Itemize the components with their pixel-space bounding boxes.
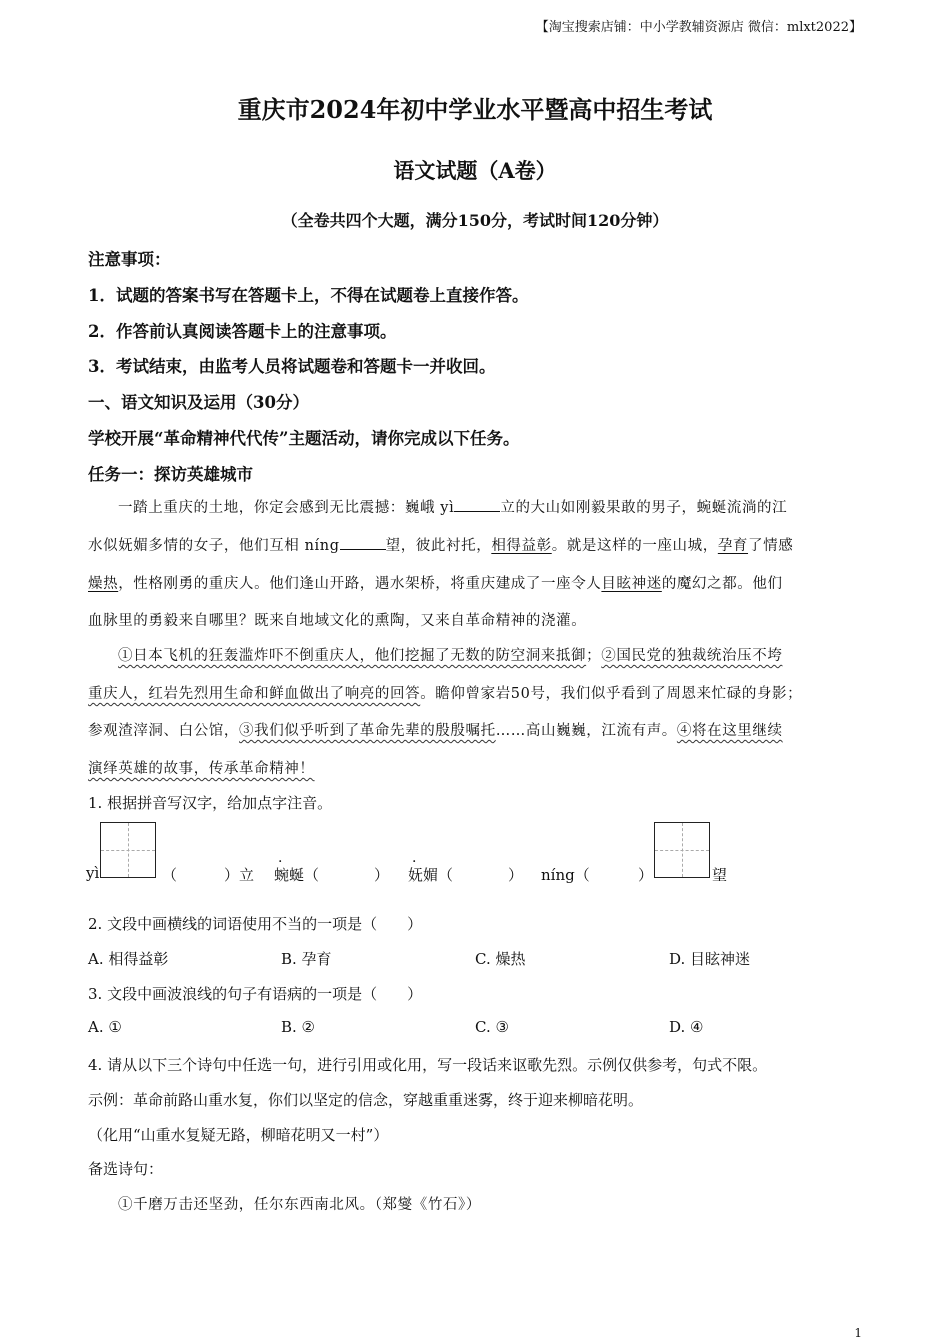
question-3: 3. 文段中画波浪线的句子有语病的一项是（ ） [88,985,423,1003]
q1-ning: níng（ [541,866,590,884]
wavy-sentence: ②国民党的独裁统治压不垮 [601,648,783,664]
wavy-sentence: 演绎英雄的故事，传承革命精神！ [88,761,315,777]
candidate-poem-1: ①千磨万击还坚劲，任尔东西南北风。（郑燮《竹石》） [118,1197,481,1213]
passage-line-8 [88,757,868,778]
emphasis-dot-char: · 妩媚（ [408,866,453,884]
wavy-sentence: ①日本飞机的狂轰滥炸吓不倒重庆人，他们挖掘了无数的防空洞来抵御 [118,648,587,664]
underlined-word: 目眩神迷 [601,576,662,592]
example-text: 示例：革命前路山重水复，你们以坚定的信念，穿越重重迷雾，终于迎来柳暗花明。 [88,1091,644,1109]
notice-item-3: 3．考试结束，由监考人员将试题卷和答题卡一并收回。 [88,357,496,376]
passage-line-2: 水似妩媚多情的女子，他们互相 níng 望，彼此衬托，相得益彰。就是这样的一座山城，孕育了情感 [88,534,868,555]
q3-option-d[interactable]: D. ④ [669,1018,704,1036]
notice-heading: 注意事项： [88,250,171,269]
exam-subtitle: 语文试题（A卷） [393,158,557,183]
passage-line-6: 重庆人，红岩先烈用生命和鲜血做出了响亮的回答。瞻仰曾家岩50号，我们似乎看到了周恩来忙碌的身影； [88,686,803,702]
blank-line [454,497,500,512]
blank-line [340,535,386,550]
section-intro: 学校开展“革命精神代代传”主题活动，请你完成以下任务。 [88,429,520,448]
question-4: 4. 请从以下三个诗句中任选一句，进行引用或化用，写一段话来讴歌先烈。示例仅供参考，句式不限。 [88,1056,768,1074]
writing-grid-box[interactable] [100,822,156,878]
notice-item-2: 2．作答前认真阅读答题卡上的注意事项。 [88,322,397,341]
shop-header: 【淘宝搜索店铺：中小学教辅资源店 微信：mlxt2022】 [535,20,862,35]
wavy-sentence: 重庆人，红岩先烈用生命和鲜血做出了响亮的回答 [88,686,421,702]
question-1: 1. 根据拼音写汉字，给加点字注音。 [88,794,333,812]
passage-line-1: 一踏上重庆的土地，你定会感到无比震撼：巍峨 yì 立的大山如刚毅果敢的男子，蜿蜒流淌的江 [88,496,898,517]
q1-paren-open: （ [162,866,178,884]
underlined-word: 燥热 [88,576,119,592]
example-note: （化用“山重水复疑无路，柳暗花明又一村”） [88,1126,389,1144]
passage-line-3: 燥热，性格刚勇的重庆人。他们逢山开路，遇水架桥，将重庆建成了一座令人目眩神迷的魔幻之都。他们 [88,576,783,592]
q2-option-d[interactable]: D. 目眩神迷 [669,950,751,968]
wavy-sentence: ③我们似乎听到了革命先辈的殷殷嘱托 [239,723,496,739]
page-number: 1 [854,1326,862,1340]
candidates-label: 备选诗句： [88,1160,164,1178]
q1-ning-close: ） [638,866,654,884]
q3-option-c[interactable]: C. ③ [475,1018,509,1036]
q1-wumei-close: ） [508,866,524,884]
task-heading: 任务一：探访英雄城市 [88,465,253,484]
passage-line-4: 血脉里的勇毅来自哪里？既来自地域文化的熏陶，又来自革命精神的浇灌。 [88,613,587,629]
q1-wumei [408,864,453,885]
section-heading: 一、语文知识及运用（30分） [88,393,309,412]
q1-wanyan [274,864,319,885]
q1-wanyan-close: ） [374,866,390,884]
underlined-word: 相得益彰 [491,538,552,554]
q1-yi: yì [86,864,100,882]
question-2: 2. 文段中画横线的词语使用不当的一项是（ ） [88,915,423,933]
q2-option-b[interactable]: B. 孕育 [281,950,332,968]
q3-option-b[interactable]: B. ② [281,1018,316,1036]
underlined-word: 孕育 [717,538,749,554]
notice-item-1: 1．试题的答案书写在答题卡上，不得在试题卷上直接作答。 [88,286,529,305]
q3-option-a[interactable]: A. ① [88,1018,122,1036]
q2-option-a[interactable]: A. 相得益彰 [88,950,169,968]
writing-grid-box[interactable] [654,822,710,878]
emphasis-dot-char: · 蜿蜒（ [274,866,319,884]
exam-info: （全卷共四个大题，满分150分，考试时间120分钟） [281,211,669,230]
passage-line-5: ①日本飞机的狂轰滥炸吓不倒重庆人，他们挖掘了无数的防空洞来抵御；②国民党的独裁统治压不垮 [118,648,783,664]
q1-wang: 望 [712,866,728,884]
exam-title: 重庆市2024年初中学业水平暨高中招生考试 [237,95,713,124]
passage-line-7: 参观渣滓洞、白公馆，③我们似乎听到了革命先辈的殷殷嘱托……高山巍巍，江流有声。④将在这里继续 [88,723,783,739]
wavy-sentence: ④将在这里继续 [676,723,783,739]
q1-li: ）立 [224,866,255,884]
q2-option-c[interactable]: C. 燥热 [475,950,526,968]
